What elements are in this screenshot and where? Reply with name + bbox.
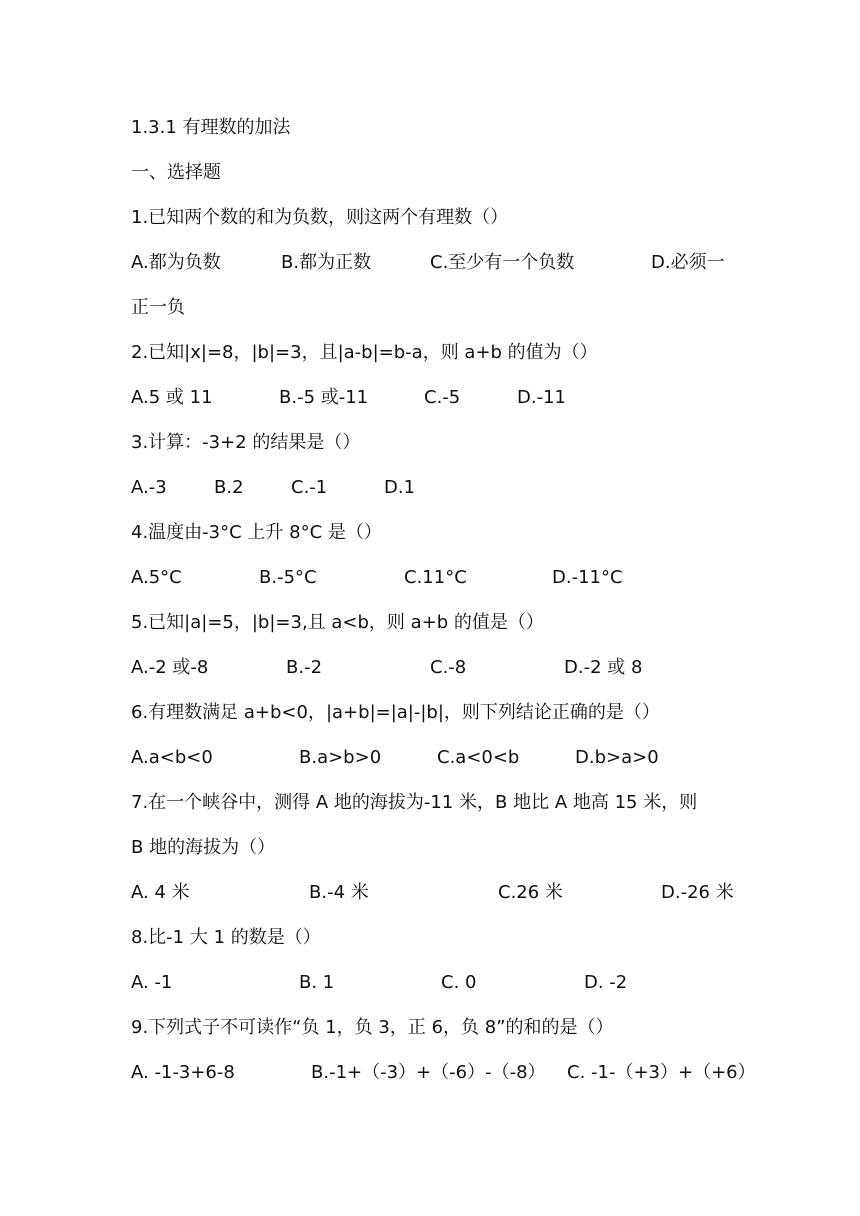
question-1-option-c: C.至少有一个负数 [430,252,575,273]
question-4-option-d: D.-11°C [552,567,623,588]
document-title: 1.3.1 有理数的加法 [131,117,291,138]
question-9-option-c: C. -1-（+3）+（+6） [567,1062,756,1083]
question-6-option-a: A.a<b<0 [131,747,213,768]
question-9-option-a: A. -1-3+6-8 [131,1062,235,1083]
question-9-option-b: B.-1+（-3）+（-6）-（-8） [311,1062,546,1083]
question-7-option-d: D.-26 米 [661,882,734,903]
question-7-option-a: A. 4 米 [131,882,190,903]
question-8-option-d: D. -2 [584,972,628,993]
question-3-stem: 3.计算：-3+2 的结果是（） [131,432,361,453]
question-6-stem: 6.有理数满足 a+b<0，|a+b|=|a|-|b|，则下列结论正确的是（） [131,702,660,723]
question-8-stem: 8.比-1 大 1 的数是（） [131,927,321,948]
section-heading: 一、选择题 [131,162,221,183]
question-5-option-a: A.-2 或-8 [131,657,209,678]
question-3-option-c: C.-1 [291,477,328,498]
question-1-stem: 1.已知两个数的和为负数，则这两个有理数（） [131,207,509,228]
question-5-stem: 5.已知|a|=5，|b|=3,且 a<b，则 a+b 的值是（） [131,612,544,633]
question-7-option-c: C.26 米 [498,882,563,903]
question-3-option-a: A.-3 [131,477,167,498]
question-2-stem: 2.已知|x|=8，|b|=3，且|a-b|=b-a，则 a+b 的值为（） [131,342,598,363]
question-7-option-b: B.-4 米 [309,882,369,903]
question-7-stem: 7.在一个峡谷中，测得 A 地的海拔为-11 米，B 地比 A 地高 15 米，则 [131,792,698,813]
question-4-option-b: B.-5°C [259,567,317,588]
question-3-option-b: B.2 [214,477,244,498]
question-1-continuation: 正一负 [131,297,185,318]
question-9-stem: 9.下列式子不可读作“负 1，负 3，正 6，负 8”的和的是（） [131,1017,614,1038]
question-8-option-a: A. -1 [131,972,173,993]
question-6-option-d: D.b>a>0 [575,747,659,768]
question-7-continuation: B 地的海拔为（） [131,837,276,858]
question-1-option-b: B.都为正数 [281,252,372,273]
question-2-option-c: C.-5 [424,387,461,408]
question-5-option-d: D.-2 或 8 [564,657,643,678]
question-8-option-c: C. 0 [441,972,477,993]
question-4-option-c: C.11°C [404,567,467,588]
question-6-option-b: B.a>b>0 [299,747,382,768]
question-5-option-c: C.-8 [430,657,467,678]
question-2-option-d: D.-11 [517,387,566,408]
question-1-option-a: A.都为负数 [131,252,221,273]
question-6-option-c: C.a<0<b [437,747,520,768]
question-2-option-b: B.-5 或-11 [279,387,369,408]
question-1-option-d: D.必须一 [651,252,725,273]
question-8-option-b: B. 1 [299,972,335,993]
question-5-option-b: B.-2 [286,657,323,678]
question-4-option-a: A.5°C [131,567,182,588]
question-3-option-d: D.1 [384,477,416,498]
question-4-stem: 4.温度由-3°C 上升 8°C 是（） [131,522,382,543]
question-2-option-a: A.5 或 11 [131,387,213,408]
